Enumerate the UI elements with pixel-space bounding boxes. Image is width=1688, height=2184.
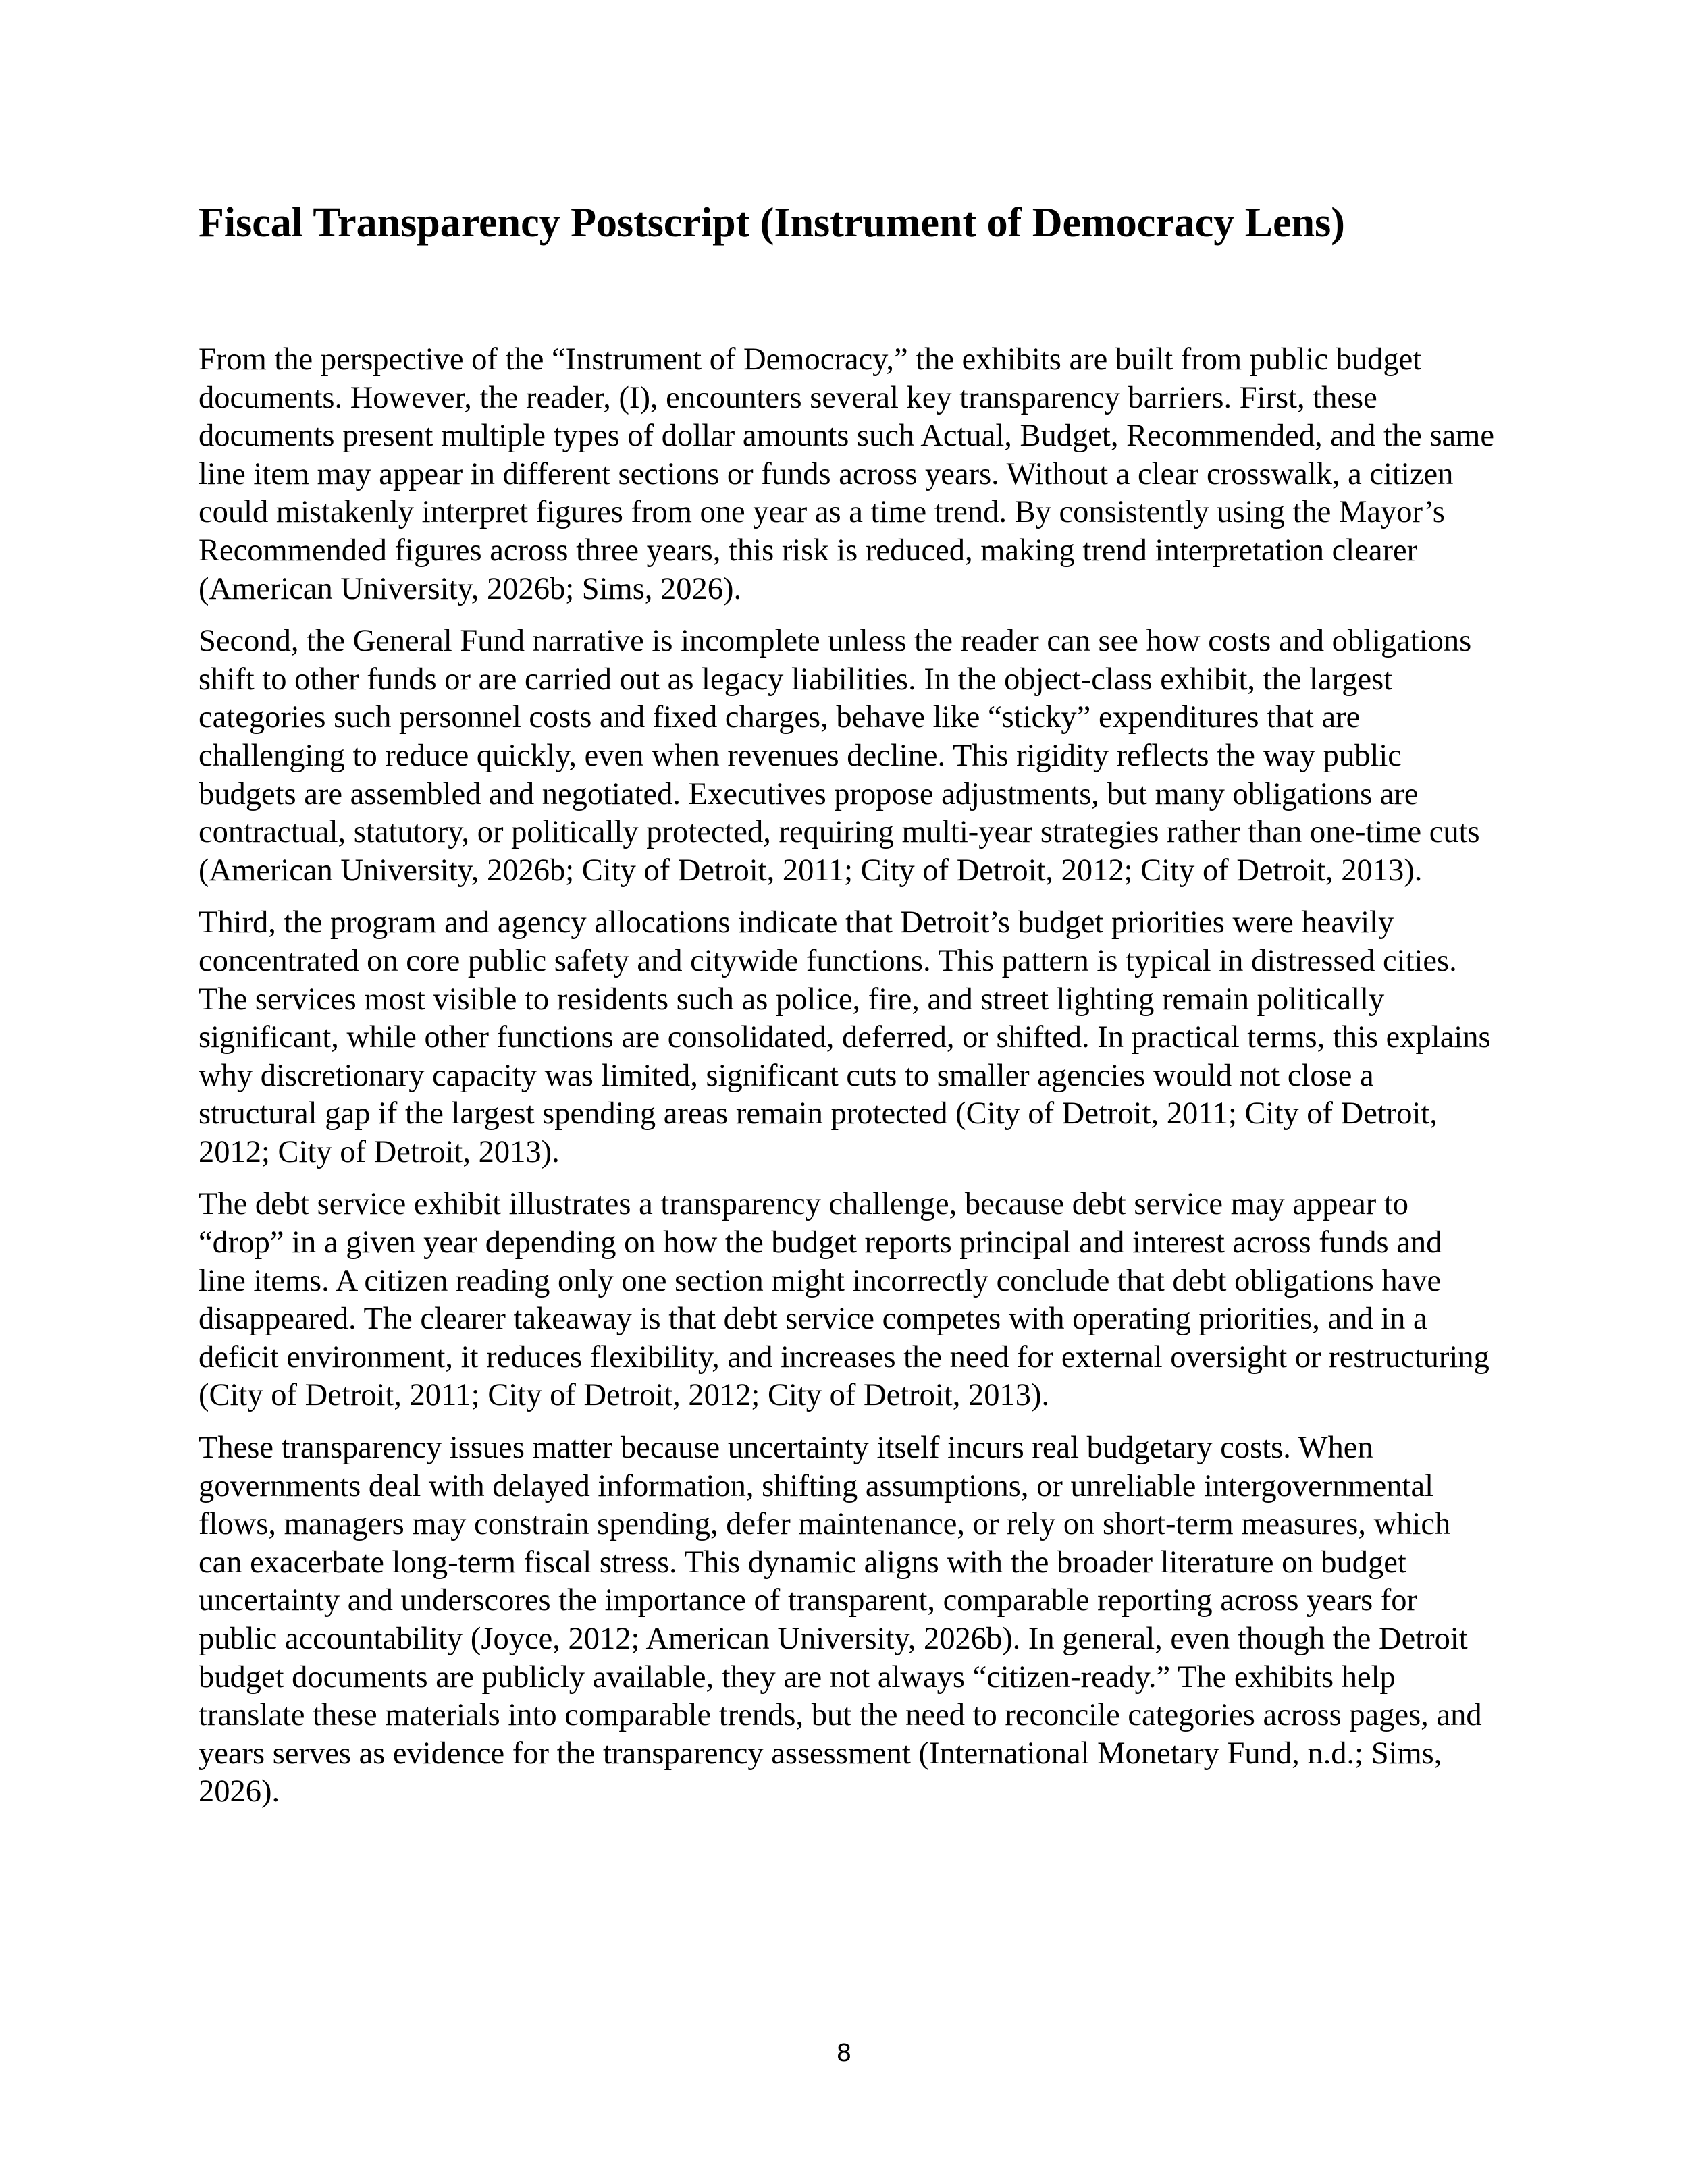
body-text — [199, 341, 1495, 1826]
paragraph-5: These transparency issues matter because uncertainty itself incurs real budgetary costs. When governments deal with delayed information, shifting assumptions, or unreliable intergovernmental flows, managers may constrain spending, defer maintenance, or rely on short-term measures, which can exacerbate long-term fiscal stress. This dynamic aligns with the broader literature on budget uncertainty and underscores the importance of transparent, comparable reporting across years for public accountability (Joyce, 2012; American University, 2026b). In general, even though the Detroit budget documents are publicly available, they are not always “citizen-ready.” The exhibits help translate these materials into comparable trends, but the need to reconcile categories across pages, and years serves as evidence for the transparency assessment (International Monetary Fund, n.d.; Sims, 2026). — [199, 1431, 1482, 1809]
paragraph-1: From the perspective of the “Instrument of Democracy,” the exhibits are built from public budget documents. However, the reader, (I), encounters several key transparency barriers. First, these documents present multiple types of dollar amounts such Actual, Budget, Recommended, and the same line item may appear in different sections or funds across years. Without a clear crosswalk, a citizen could mistakenly interpret figures from one year as a time trend. By consistently using the Mayor’s Recommended figures across three years, this risk is reduced, making trend interpretation clearer (American University, 2026b; Sims, 2026). — [199, 342, 1494, 606]
page-title: Fiscal Transparency Postscript (Instrument of Democracy Lens) — [199, 200, 1345, 246]
paragraph-2: Second, the General Fund narrative is incomplete unless the reader can see how costs and obligations shift to other funds or are carried out as legacy liabilities. In the object-class exhibit, the largest categories such personnel costs and fixed charges, behave like “sticky” expenditures that are challenging to reduce quickly, even when revenues decline. This rigidity reflects the way public budgets are assembled and negotiated. Executives propose adjustments, but many obligations are contractual, statutory, or politically protected, requiring multi-year strategies rather than one-time cuts (American University, 2026b; City of Detroit, 2011; City of Detroit, 2012; City of Detroit, 2013). — [199, 624, 1480, 888]
paragraph-3: Third, the program and agency allocations indicate that Detroit’s budget priorities were heavily concentrated on core public safety and citywide functions. This pattern is typical in distressed cities. The services most visible to residents such as police, fire, and street lighting remain politically significant, while other functions are consolidated, deferred, or shifted. In practical terms, this explains why discretionary capacity was limited, significant cuts to smaller agencies would not close a structural gap if the largest spending areas remain protected (City of Detroit, 2011; City of Detroit, 2012; City of Detroit, 2013). — [199, 905, 1491, 1169]
page-number: 8 — [836, 2040, 852, 2067]
paragraph-4: The debt service exhibit illustrates a transparency challenge, because debt service may appear to “drop” in a given year depending on how the budget reports principal and interest across funds and line items. A citizen reading only one section might incorrectly conclude that debt obligations have disappeared. The clearer takeaway is that debt service competes with operating priorities, and in a deficit environment, it reduces flexibility, and increases the need for external oversight or restructuring (City of Detroit, 2011; City of Detroit, 2012; City of Detroit, 2013). — [199, 1187, 1489, 1413]
